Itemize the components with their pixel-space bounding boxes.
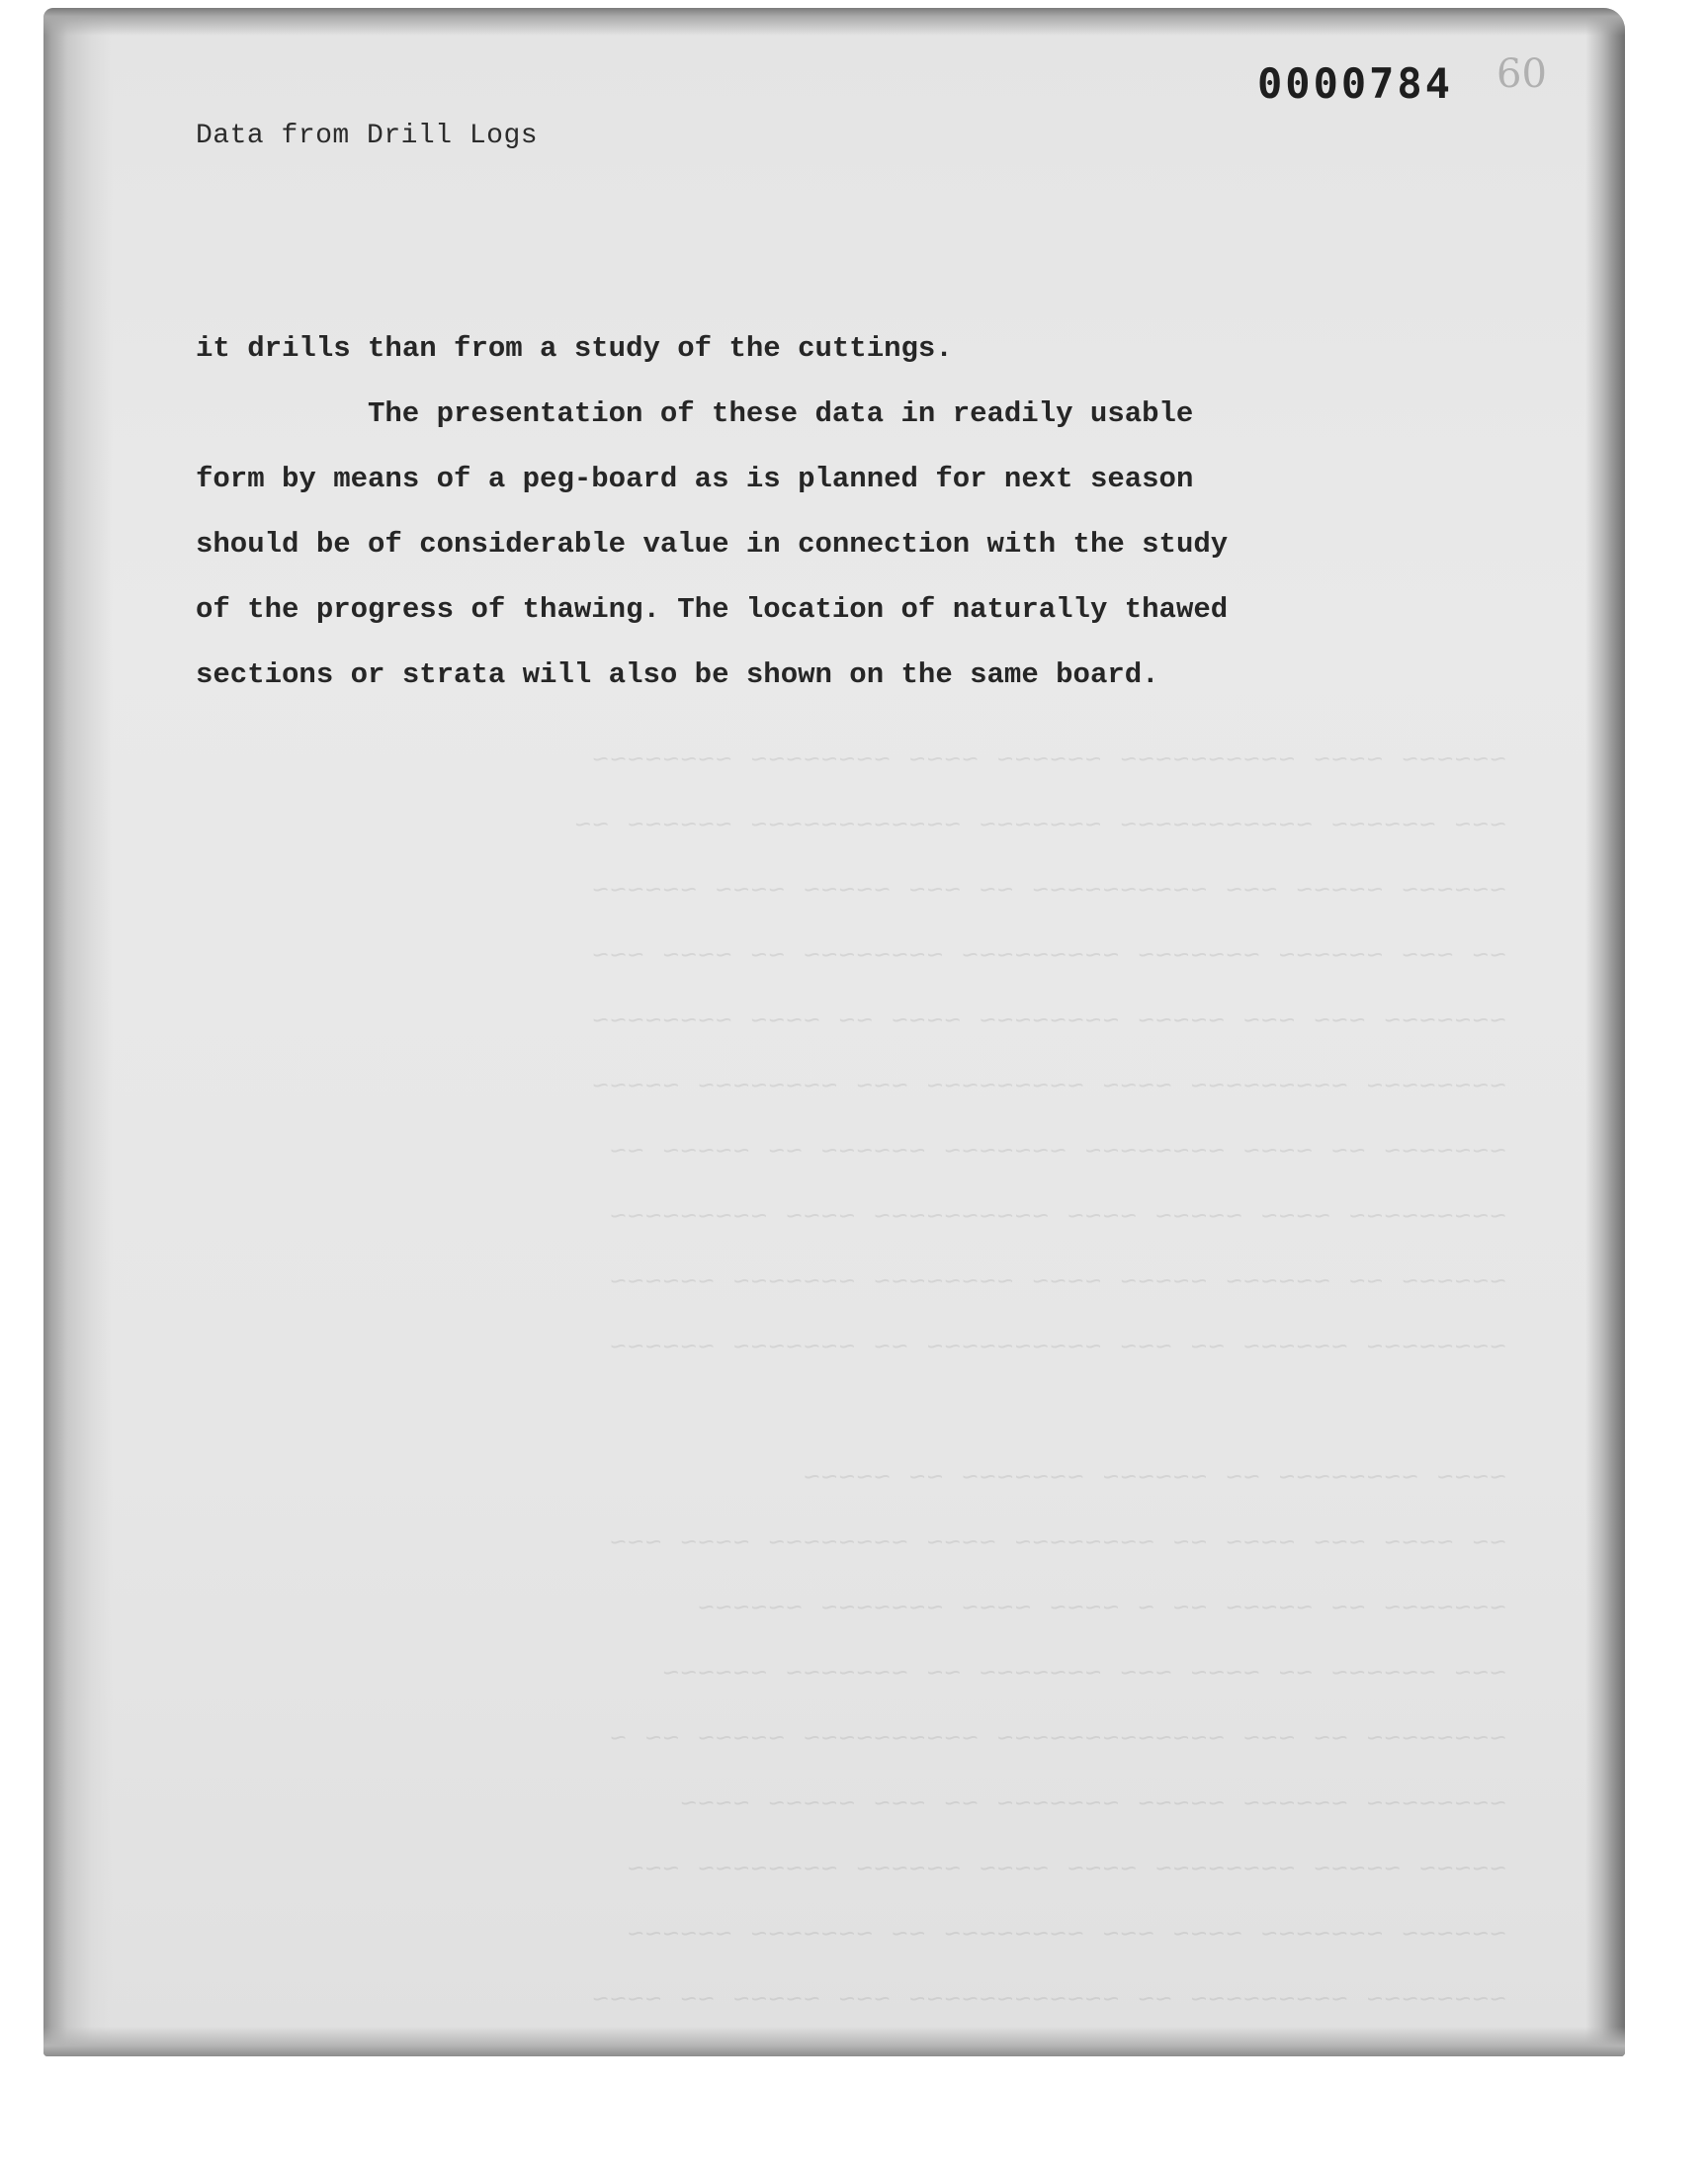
document-page bbox=[43, 8, 1625, 2056]
body-line: sections or strata will also be shown on the same board. bbox=[196, 658, 1159, 691]
page-number-stamp: 0000784 bbox=[1257, 59, 1454, 108]
body-line: it drills than from a study of the cuttings. bbox=[196, 332, 953, 365]
body-line: of the progress of thawing. The location of naturally thawed bbox=[196, 593, 1229, 626]
page-edge-shadow-right bbox=[1585, 8, 1625, 2056]
body-line: The presentation of these data in readily usable bbox=[368, 397, 1194, 430]
page-edge-shadow-top bbox=[43, 8, 1625, 36]
body-line: should be of considerable value in connection with the study bbox=[196, 528, 1229, 561]
body-line: form by means of a peg-board as is planned for next season bbox=[196, 463, 1194, 495]
page-edge-shadow-left bbox=[43, 8, 113, 2056]
bleed-through-texture: ~~~~~~ ~~~~ ~~~~~~~~~~ ~~~~~~ ~~~~ ~~~~~~~~ ~~~~~~~~ ~~~ ~~~~~~ ~~~~~~~~~~~ ~~~~~~~ ~~~~~~~~~~~~ ~~~~~~ ~~ ~~~~~~ ~~~~~ ~~~ ~~~~~~~~~~ ~~ ~~~ ~~~~~ ~~~~ ~~~~~~ ~~ ~~~ ~~~~~~ ~~~~~~~ ~~~~~~~~~ ~~~~~~~~ ~~ ~~~~ ~~~ ~~~~~~~ ~~~ ~~~ ~~~~~ ~~~~~~~~ ~~~~ ~~ ~~~~ ~~~~~~~~ ~~~~~~~~ ~~~~~~~~~ ~~~~ ~~~~~~~~~ ~~~ ~~~~~~~~ ~~~~~ ~~~~~~~ ~~ ~~~~ ~~~~~~~~ ~~~~~~~ ~~~~~~ ~~ ~~~~~ ~~ ~~~~~~~~~ ~~~~ ~~~~~ ~~~~ ~~~~~~~~~~ ~~~~ ~~~~~~~~~ ~~~~~~ ~~ ~~~~~~ ~~~~~ ~~~~ ~~~~~~~~ ~~~~~~~ ~~~~~~ ~~~~~~~~ ~~~~~~ ~~ ~~~ ~~~~~~~~~~ ~~ ~~~~~~~ ~~~~~~ ~~~~ ~~~~~~~~ ~~ ~~~~~~ ~~~~~~~ ~~ ~~~~~ ~~ ~~~~ ~~~ ~~~~ ~~ ~~~~~~~~ ~~~~ ~~~~~~~~ ~~~~ ~~~ ~~~~~~~ ~~ ~~~~~ ~~ ~ ~~~~ ~~~~ ~~~~~~~ ~~~~~~ ~~~ ~~~~~~ ~~ ~~~~ ~~~ ~~~~~~~ ~~ ~~~~~~~ ~~~~~~ ~~~~~~~~ ~~ ~~~ ~~~~~~~~~~~~~ ~~~~~~~~~~ ~~~~~ ~~ ~ ~~~~~~~~ ~~~~~~ ~~~~~ ~~~~~~~ ~~ ~~~ ~~~~~ ~~~~ ~~~~~ ~~~~~ ~~~~~~~~ ~~~~ ~~~~ ~~~~~~ ~~~~~~~~ ~~~ ~~~~~~ ~~~~~~~ ~~~~ ~~~ ~~~~~~~~ ~~ ~~~~~~~ ~~~~~~ ~~~~~~~~ ~~~~~~~~~ ~~ ~~~~~~~~~~~~ ~~~ ~~~~~ ~~ ~~~~ bbox=[573, 746, 1506, 2017]
body-text bbox=[196, 316, 1431, 708]
page-header-title: Data from Drill Logs bbox=[196, 121, 539, 151]
corner-handwritten-mark: 60 bbox=[1496, 51, 1547, 97]
